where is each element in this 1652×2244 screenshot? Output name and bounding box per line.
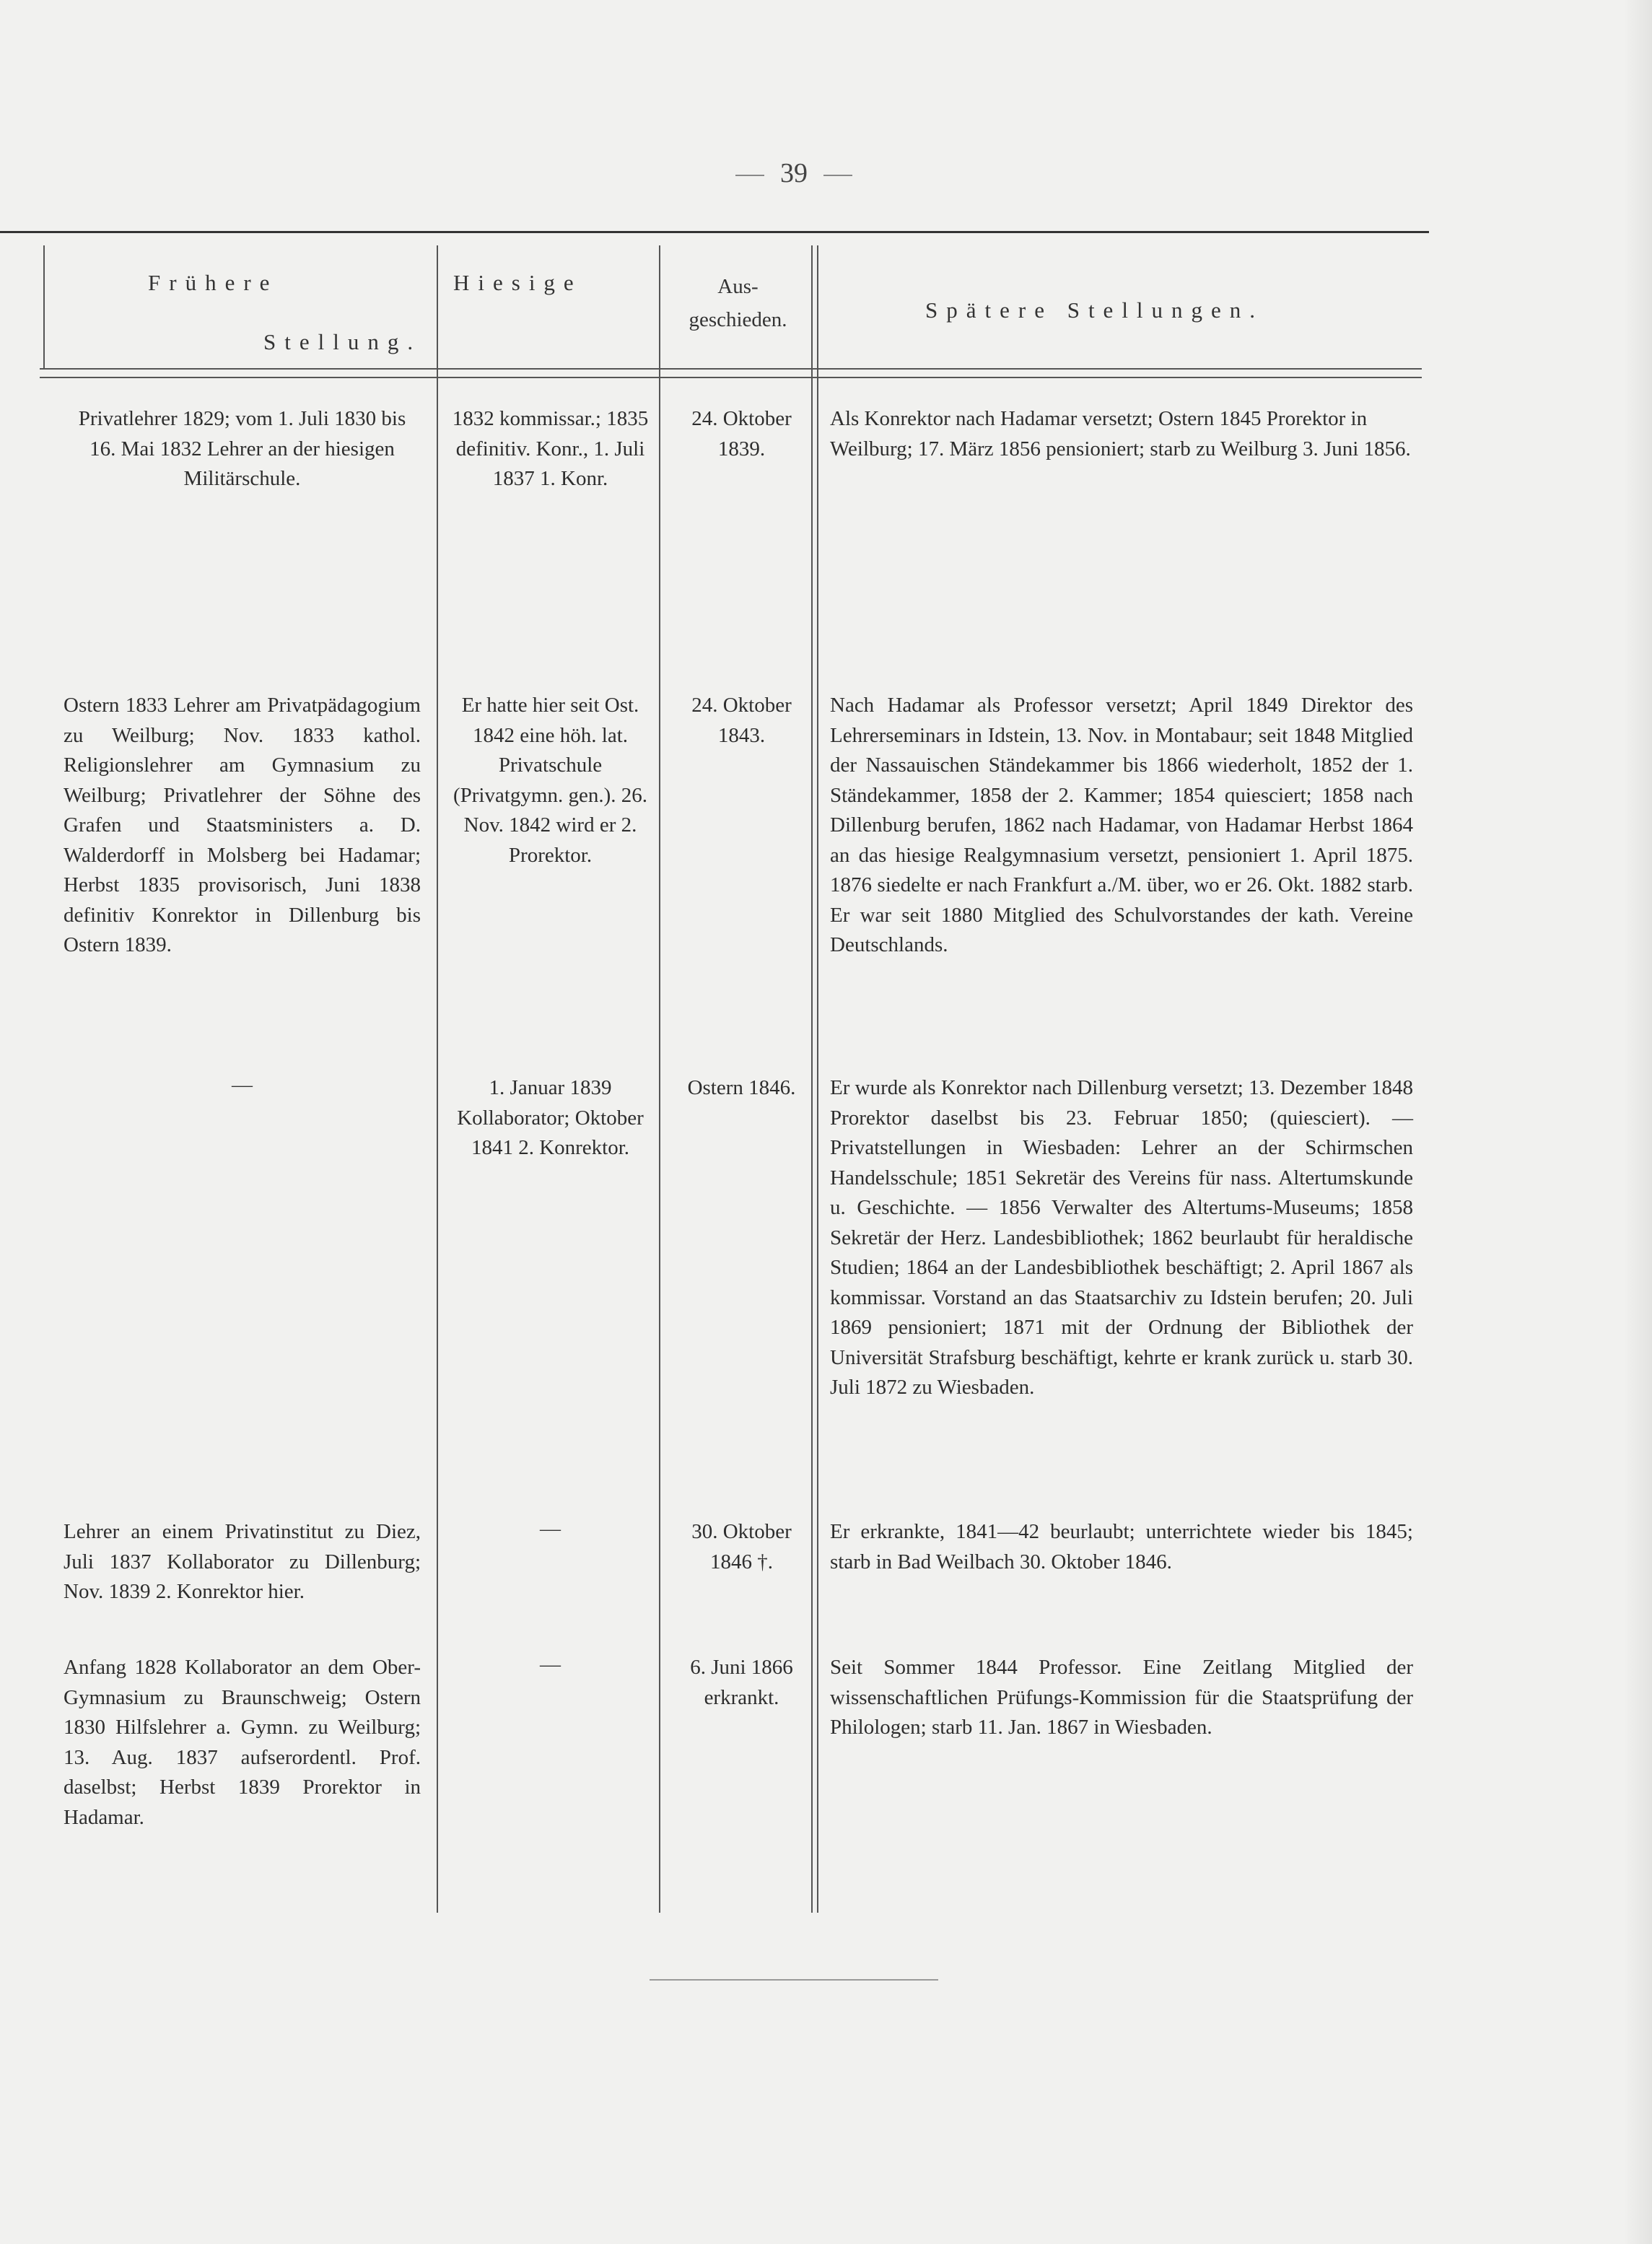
table-row-5-spaetere: Seit Sommer 1844 Professor. Eine Zeitlang Mitglied der wissenschaftlichen Prüfungs-Kommission für die Staatsprüfung der Philologen; starb 11. Jan. 1867 in Wiesbaden. [830, 1656, 1413, 1739]
table-row-4-ausgeschieden: 30. Oktober 1846 †. [691, 1520, 792, 1573]
table-row-3-ausgeschieden: Ostern 1846. [687, 1076, 796, 1099]
column-divider-2 [659, 245, 660, 1913]
table-row-5-hiesige: — [540, 1653, 561, 1676]
page-number-dash-right [823, 175, 852, 176]
table-top-rule [0, 231, 1429, 233]
table-row-4-fruehere: Lehrer an einem Privatinstitut zu Diez, Juli 1837 Kollaborator zu Dillenburg; Nov. 1839 2. Konrektor hier. [64, 1520, 421, 1603]
table-row-2-ausgeschieden: 24. Oktober 1843. [691, 694, 792, 747]
footer-rule [650, 1979, 938, 1981]
table-row-2-hiesige: Er hatte hier seit Ost. 1842 eine höh. lat. Privatschule (Privatgymn. gen.). 26. Nov. 1842 wird er 2. Prorektor. [453, 694, 647, 867]
table-row-1-spaetere: Als Konrektor nach Hadamar versetzt; Ostern 1845 Prorektor in Weilburg; 17. März 1856 pensioniert; starb zu Weilburg 3. Juni 1856. [830, 407, 1411, 460]
header-hiesige: Hiesige [453, 270, 582, 295]
table-row-5-ausgeschieden: 6. Juni 1866 erkrankt. [690, 1656, 793, 1709]
table-row-1-ausgeschieden: 24. Oktober 1839. [691, 407, 792, 460]
header-rule-1 [40, 368, 1422, 370]
header-rule-2 [40, 377, 1422, 378]
header-ausgeschieden-line1: Aus- [717, 275, 759, 298]
table-row-3-spaetere: Er wurde als Konrektor nach Dillenburg versetzt; 13. Dezember 1848 Prorektor daselbst bis 23. Februar 1850; (quiesciert). — Privatstellungen in Wiesbaden: Lehrer an der Schirmschen Handelsschule; 1851 Sekretär des Vereins für nass. Altertumskunde u. Geschichte. — 1856 Verwalter des Altertums-Museums; 1858 Sekretär der Herz. Landesbibliothek; 1862 beurlaubt für heraldische Studien; 1864 an der Landesbibliothek beschäftigt; 2. April 1867 als kommissar. Vorstand an das Staatsarchiv zu Idstein berufen; 20. Juli 1869 pensioniert; 1871 mit der Ordnung der Bibliothek der Universität Strafsburg beschäftigt, kehrte er krank zurück u. starb 30. Juli 1872 zu Wiesbaden. [830, 1076, 1413, 1399]
table-row-5-fruehere: Anfang 1828 Kollaborator an dem Ober-Gymnasium zu Braunschweig; Ostern 1830 Hilfslehrer a. Gymn. zu Weilburg; 13. Aug. 1837 aufserordentl. Prof. daselbst; Herbst 1839 Prorektor in Hadamar. [64, 1656, 421, 1829]
table-row-2-fruehere: Ostern 1833 Lehrer am Privatpädagogium zu Weilburg; Nov. 1833 kathol. Religionslehrer am Gymnasium zu Weilburg; Privatlehrer der Söhne des Grafen und Staatsministers a. D. Walderdorff in Molsberg bei Hadamar; Herbst 1835 provisorisch, Juni 1838 definitiv Konrektor in Dillenburg bis Ostern 1839. [64, 694, 421, 956]
header-ausgeschieden [668, 270, 808, 336]
scan-edge-shadow [1623, 0, 1652, 2244]
table-row-2-spaetere: Nach Hadamar als Professor versetzt; April 1849 Direktor des Lehrerseminars in Idstein, 13. Nov. in Montabaur; seit 1848 Mitglied der Nassauischen Ständekammer bis 1866 wiederholt, 1852 der 1. Ständekammer, 1858 der 2. Kammer; 1854 quiesciert; 1858 nach Dillenburg berufen, 1862 nach Hadamar, von Hadamar Herbst 1864 an das hiesige Realgymnasium versetzt, pensioniert 1. April 1875. 1876 siedelte er nach Frankfurt a./M. über, wo er 26. Okt. 1882 starb. Er war seit 1880 Mitglied des Schulvorstandes der kath. Vereine Deutschlands. [830, 694, 1413, 956]
header-ausgeschieden-line2: geschieden. [689, 308, 787, 331]
column-divider-3b [817, 245, 818, 1913]
header-fruehere: Frühere [148, 270, 279, 295]
table-row-4-spaetere: Er erkrankte, 1841—42 beurlaubt; unterrichtete wieder bis 1845; starb in Bad Weilbach 30. Oktober 1846. [830, 1520, 1413, 1573]
column-divider-4 [43, 245, 45, 368]
column-divider-3 [811, 245, 813, 1913]
page-number [0, 157, 1588, 189]
column-divider-1 [437, 245, 438, 1913]
table-row-1-fruehere: Privatlehrer 1829; vom 1. Juli 1830 bis 16. Mai 1832 Lehrer an der hiesigen Militärschule. [78, 407, 406, 490]
table-row-1-hiesige: 1832 kommissar.; 1835 definitiv. Konr., 1. Juli 1837 1. Konr. [452, 407, 649, 490]
page-number-text: 39 [780, 158, 808, 188]
header-spaetere: Spätere Stellungen. [925, 297, 1264, 323]
header-stellung: Stellung. [263, 329, 422, 354]
page-number-dash-left [735, 175, 764, 176]
table-row-3-hiesige: 1. Januar 1839 Kollaborator; Oktober 1841 2. Konrektor. [457, 1076, 644, 1159]
table-row-3-fruehere: — [232, 1073, 253, 1096]
table-row-4-hiesige: — [540, 1517, 561, 1540]
